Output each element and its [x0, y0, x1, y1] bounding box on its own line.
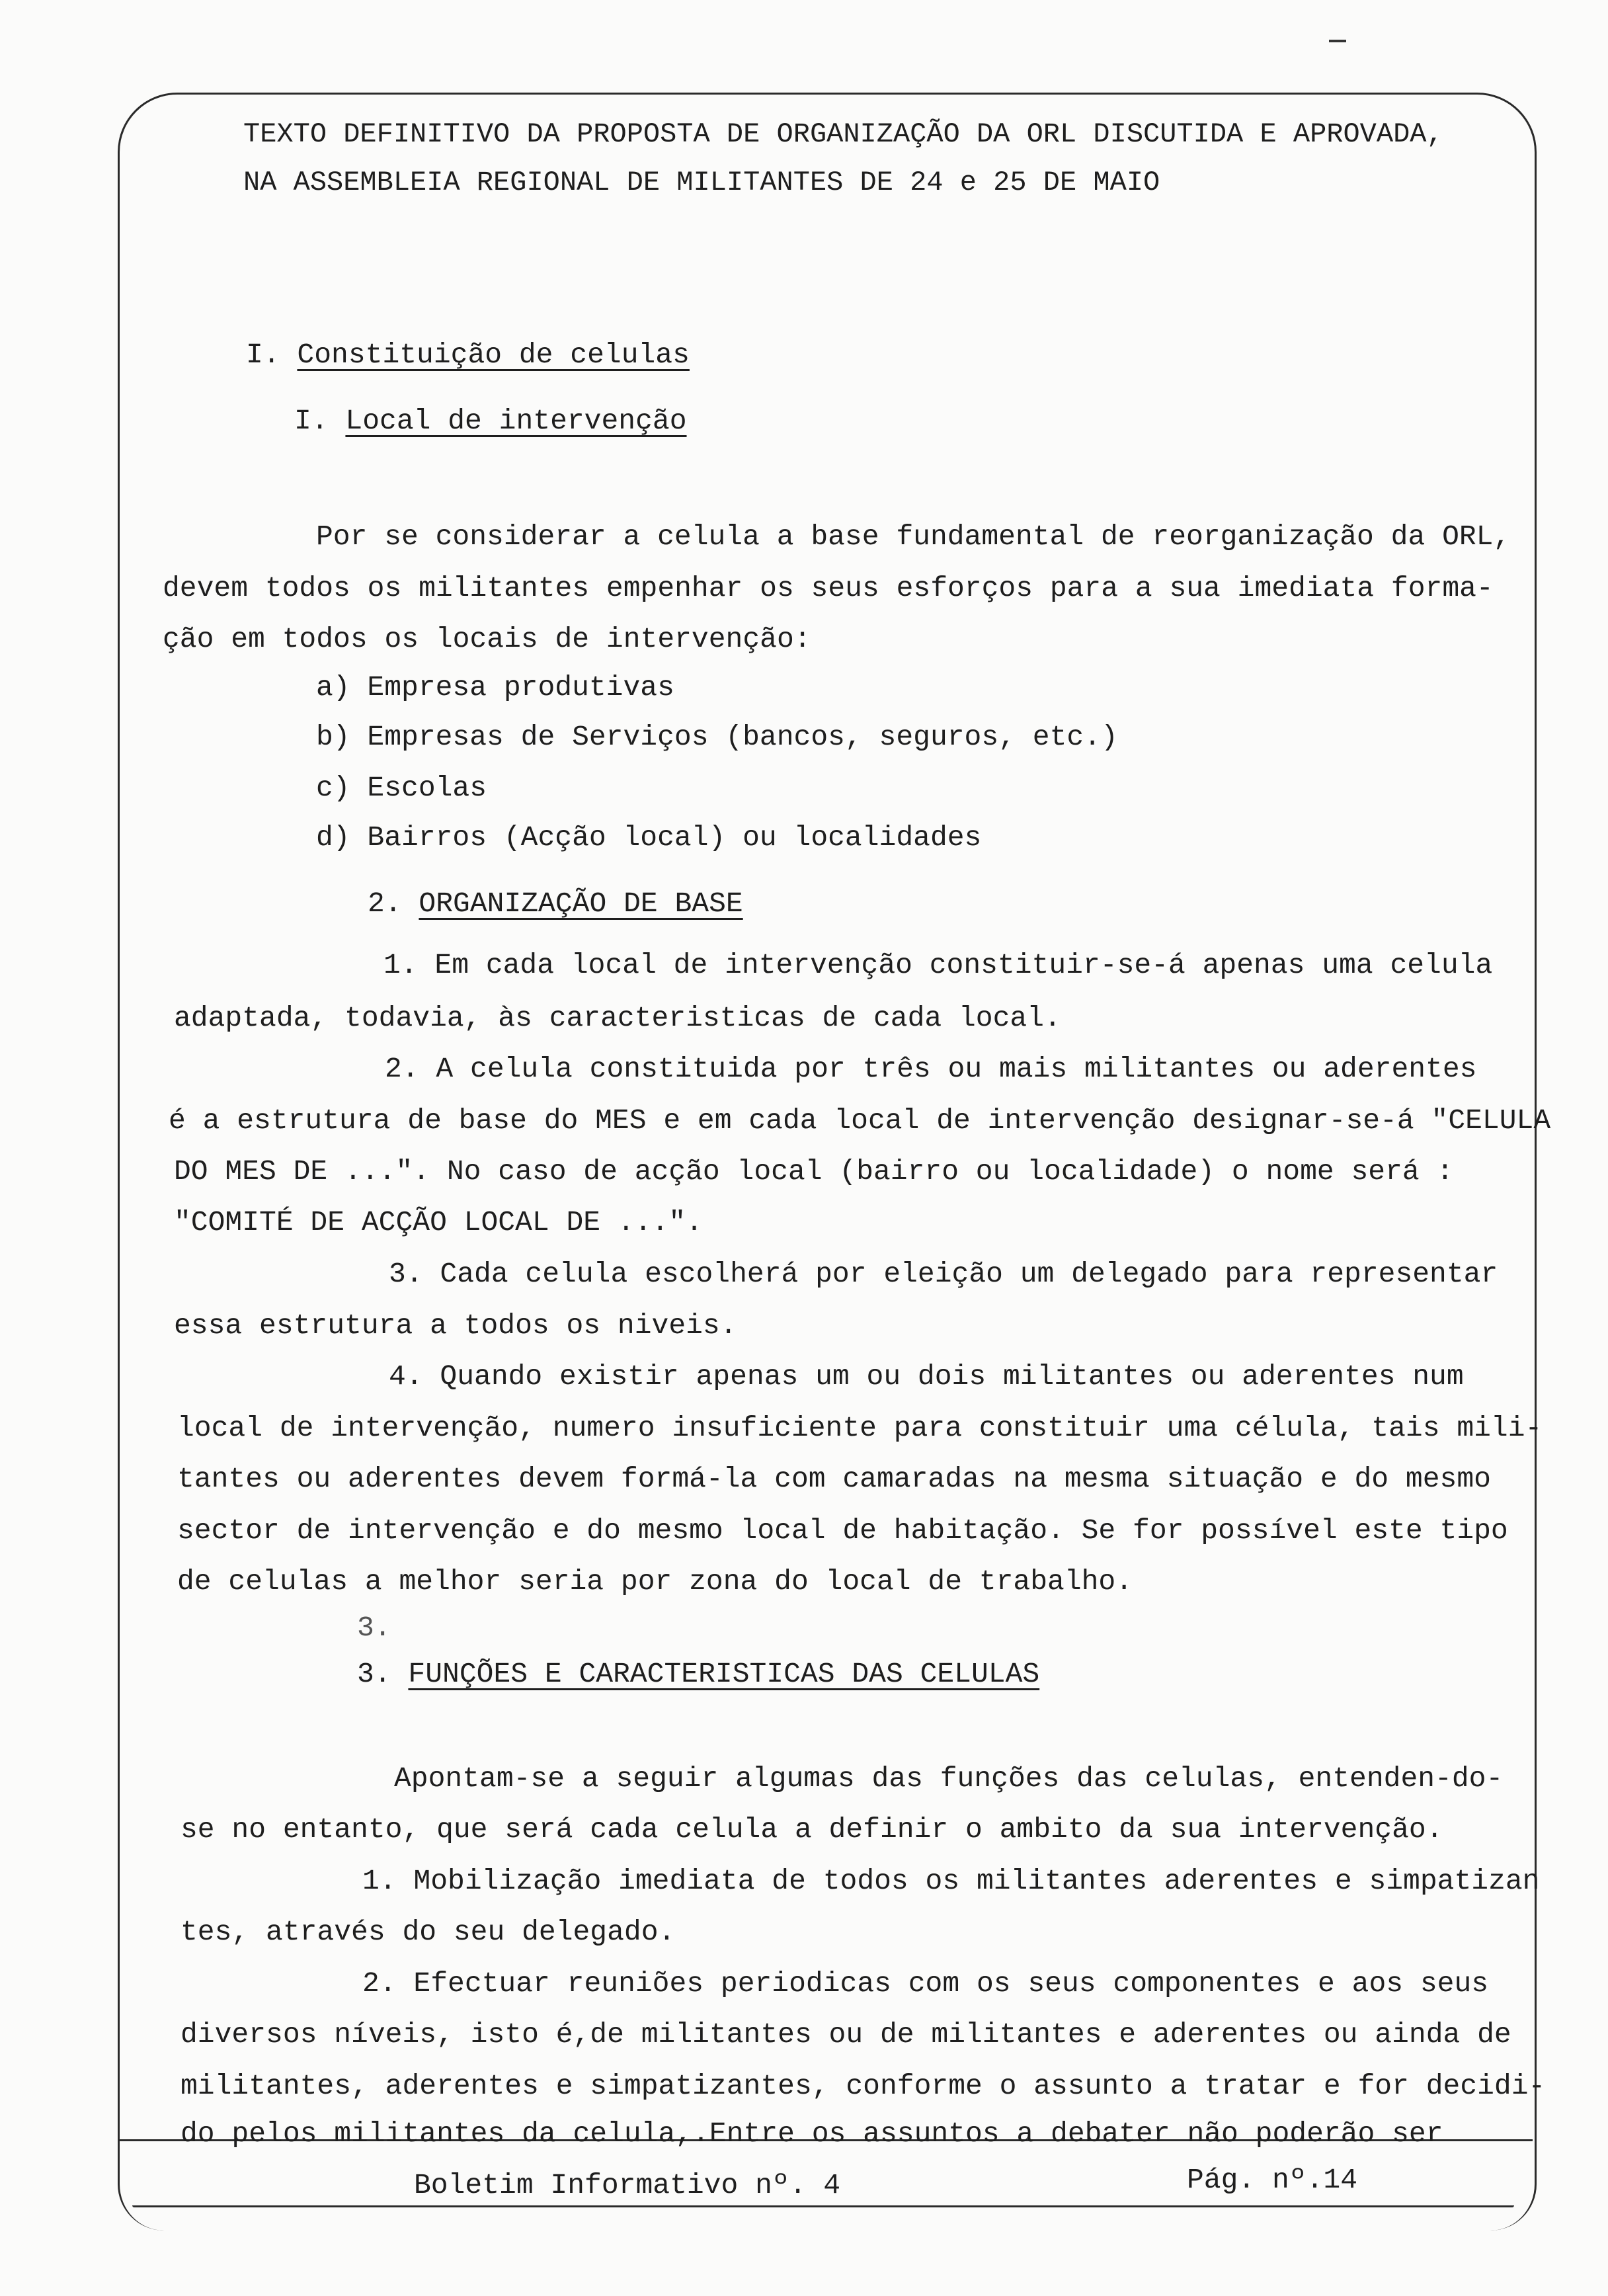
footer-bottom-rule — [132, 2205, 1514, 2207]
s3-intro-line-1: Apontam-se a seguir algumas das funções das celulas, entenden-do- — [394, 1762, 1504, 1795]
s3-p2-line-3: militantes, aderentes e simpatizantes, conforme o assunto a tratar e for decidi- — [181, 2070, 1546, 2102]
s2-p2-line-1: 2. A celula constituida por três ou mais militantes ou aderentes — [385, 1053, 1477, 1085]
s3-p1-line-1: 1. Mobilização imediata de todos os militantes aderentes e simpatizan — [362, 1865, 1540, 1897]
s3-p2-line-4: do pelos militantes da celula,.Entre os assuntos a debater não poderão ser — [181, 2117, 1443, 2150]
list-item: c) Escolas — [316, 772, 487, 804]
s3-p1-line-2: tes, através do seu delegado. — [181, 1916, 676, 1948]
intro-line-2: devem todos os militantes empenhar os seus esforços para a sua imediata forma- — [163, 572, 1494, 604]
section-2-title: ORGANIZAÇÃO DE BASE — [419, 887, 743, 920]
section-3-heading — [357, 1660, 1039, 1688]
list-item: a) Empresa produtivas — [316, 671, 674, 704]
s2-p2-line-3: DO MES DE ...". No caso de acção local (bairro ou localidade) o nome será : — [174, 1155, 1454, 1188]
subsection-1-number: I. — [294, 405, 329, 437]
list-item: d) Bairros (Acção local) ou localidades — [316, 821, 982, 854]
s3-intro-line-2: se no entanto, que será cada celula a definir o ambito da sua intervenção. — [181, 1813, 1443, 1846]
subsection-1-title: Local de intervenção — [345, 405, 687, 437]
s2-p4-line-3: tantes ou aderentes devem formá-la com camaradas na mesma situação e do mesmo — [177, 1463, 1491, 1495]
s2-p2-line-4: "COMITÉ DE ACÇÃO LOCAL DE ...". — [174, 1206, 703, 1239]
s2-p4-line-2: local de intervenção, numero insuficiente para constituir uma célula, tais mili- — [177, 1412, 1543, 1444]
s3-p2-line-1: 2. Efectuar reuniões periodicas com os seus componentes e aos seus — [362, 1967, 1489, 2000]
header-line-2: NA ASSEMBLEIA REGIONAL DE MILITANTES DE 24 e 25 DE MAIO — [243, 167, 1160, 198]
s2-p2-line-2: é a estrutura de base do MES e em cada local de intervenção designar-se-á "CELULA — [169, 1104, 1551, 1137]
s2-p1-line-2: adaptada, todavia, às caracteristicas de cada local. — [174, 1002, 1061, 1034]
s2-p4-line-1: 4. Quando existir apenas um ou dois militantes ou aderentes num — [389, 1360, 1464, 1393]
section-2-heading — [368, 889, 743, 918]
section-3-title: FUNÇÕES E CARACTERISTICAS DAS CELULAS — [408, 1658, 1040, 1690]
subsection-1-heading — [294, 407, 687, 435]
s3-p2-line-2: diversos níveis, isto é,de militantes ou de militantes e aderentes ou ainda de — [181, 2018, 1511, 2051]
section-3-number: 3. — [357, 1658, 391, 1690]
s2-p3-line-1: 3. Cada celula escolherá por eleição um delegado para representar — [389, 1258, 1498, 1290]
header-line-1: TEXTO DEFINITIVO DA PROPOSTA DE ORGANIZAÇÃO DA ORL DISCUTIDA E APROVADA, — [243, 118, 1443, 150]
footer-bulletin: Boletim Informativo nº. 4 — [414, 2169, 841, 2201]
section-1-heading — [246, 341, 690, 369]
s2-p3-line-2: essa estrutura a todos os niveis. — [174, 1309, 737, 1342]
s2-p4-line-4: sector de intervenção e do mesmo local de habitação. Se for possível este tipo — [177, 1514, 1508, 1547]
corner-mark — [1329, 40, 1346, 42]
intro-line-3: ção em todos os locais de intervenção: — [163, 623, 811, 655]
section-1-title: Constituição de celulas — [297, 339, 690, 371]
intro-line-1: Por se considerar a celula a base fundamental de reorganização da ORL, — [316, 520, 1511, 553]
section-1-number: I. — [246, 339, 280, 371]
section-2-number: 2. — [368, 887, 402, 920]
s2-p4-line-5: de celulas a melhor seria por zona do local de trabalho. — [177, 1565, 1133, 1598]
list-item: b) Empresas de Serviços (bancos, seguros, etc.) — [316, 721, 1118, 753]
stray-number: 3. — [357, 1612, 391, 1644]
footer-page-number: Pág. nº.14 — [1187, 2164, 1358, 2196]
s2-p1-line-1: 1. Em cada local de intervenção constituir-se-á apenas uma celula — [383, 949, 1493, 981]
